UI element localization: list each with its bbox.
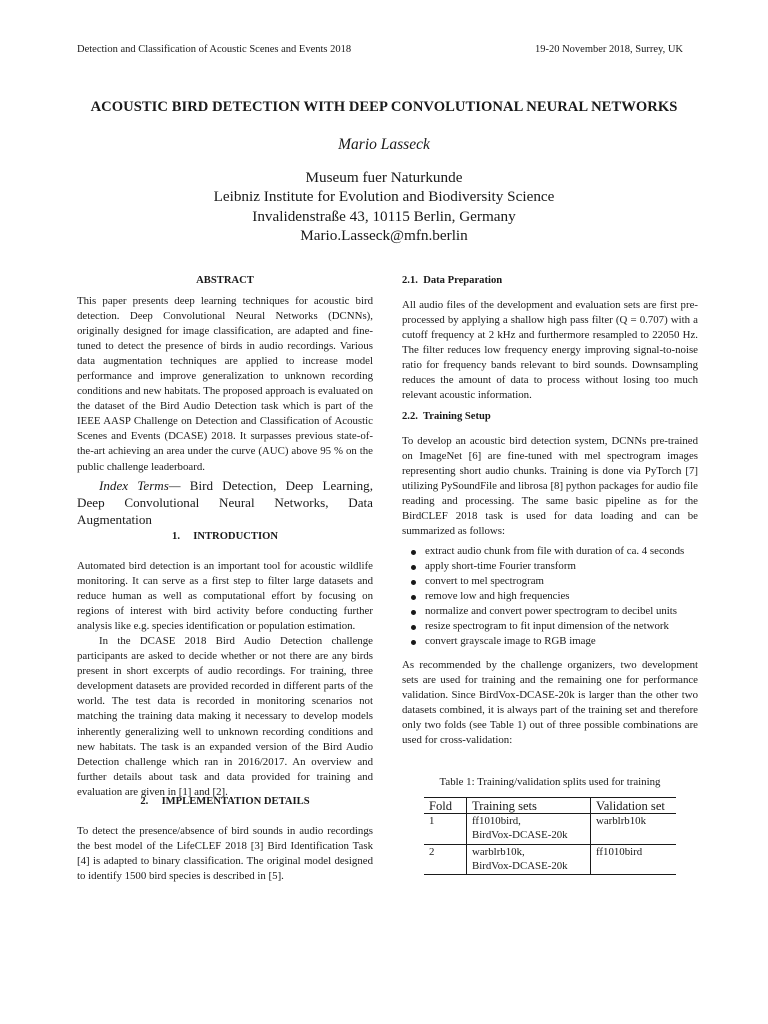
- intro-paragraph-1: Automated bird detection is an important tool for acoustic wildlife monitoring. It can serve as a first step to filter large datasets and reduce human as well as computational effort by focusing on regions of interest with bird activity before conducting further analysis like e.g. species identification or population estimation.: [77, 560, 373, 633]
- folds-paragraph-block: [402, 658, 698, 748]
- training-body: [402, 434, 698, 539]
- folds-paragraph: As recommended by the challenge organizers, two development sets are used for training and the remaining one for performance validation. Since BirdVox-DCASE-20k is larger than the other two datasets combined, it is always part of the training set and therefore only two folds (see Table 1) out of three possible combinations are used for cross-validation:: [402, 659, 698, 747]
- table-row: [424, 814, 676, 844]
- subsection-heading: 2.2. Training Setup: [402, 411, 491, 422]
- list-item-text: resize spectrogram to fit input dimension of the network: [425, 620, 669, 633]
- list-item-text: convert to mel spectrogram: [425, 575, 544, 588]
- header-date-location: 19-20 November 2018, Surrey, UK: [534, 44, 683, 55]
- training-heading: [402, 409, 698, 424]
- splits-table: [424, 797, 676, 875]
- column-header: Fold: [424, 798, 467, 814]
- affiliation-line: Museum fuer Naturkunde: [305, 169, 463, 186]
- table-caption: Table 1: Training/validation splits used for training: [439, 776, 661, 788]
- data-prep-body: [402, 298, 698, 403]
- training-set-name: ff1010bird,: [472, 815, 521, 828]
- index-terms: [77, 478, 373, 528]
- splits-table-wrap: [424, 797, 676, 875]
- list-item: [402, 589, 698, 604]
- list-item: [402, 619, 698, 634]
- affiliation-block: [0, 168, 768, 245]
- table-row: [424, 844, 676, 874]
- implementation-body: [77, 824, 373, 884]
- affiliation-line: Leibniz Institute for Evolution and Biodiversity Science: [213, 188, 555, 206]
- table-caption-block: [402, 775, 698, 790]
- introduction-body: [77, 559, 373, 800]
- bullet-list: [402, 544, 698, 649]
- list-item-text: convert grayscale image to RGB image: [425, 635, 596, 648]
- bullet-icon: [411, 550, 416, 555]
- running-header: [77, 44, 683, 60]
- section-heading: 2. IMPLEMENTATION DETAILS: [140, 796, 310, 807]
- validation-set-cell: warblrb10k: [591, 814, 677, 844]
- subsection-heading: 2.1. Data Preparation: [402, 275, 503, 286]
- affiliation-line: Invalidenstraße 43, 10115 Berlin, Germany: [252, 207, 516, 225]
- column-header: Training sets: [467, 798, 591, 814]
- list-item-text: extract audio chunk from file with duration of ca. 4 seconds: [425, 545, 685, 557]
- bullet-icon: [411, 595, 416, 600]
- list-item: [402, 559, 698, 574]
- list-item: [402, 634, 698, 649]
- introduction-heading: [77, 529, 373, 544]
- author-email: Mario.Lasseck@mfn.berlin: [300, 226, 468, 244]
- data-prep-heading: [402, 273, 698, 288]
- bullet-icon: [411, 640, 416, 645]
- training-sets-cell: [467, 844, 591, 874]
- index-terms-list: Bird Detection, Deep Learning, Deep Convolutional Neural Networks, Data Augmentation: [77, 478, 373, 527]
- paper-title: ACOUSTIC BIRD DETECTION WITH DEEP CONVOLUTIONAL NEURAL NETWORKS: [90, 99, 678, 115]
- list-item-text: apply short-time Fourier transform: [425, 560, 576, 573]
- header-conference: Detection and Classification of Acoustic Scenes and Events 2018: [77, 44, 352, 55]
- training-set-name: BirdVox-DCASE-20k: [472, 859, 568, 872]
- list-item-text: normalize and convert power spectrogram to decibel units: [425, 605, 678, 618]
- list-item-text: remove low and high frequencies: [425, 590, 570, 603]
- bullet-icon: [411, 610, 416, 615]
- intro-paragraph-2: In the DCASE 2018 Bird Audio Detection challenge participants are asked to decide whether or not there are any birds present in short excerpts of audio recordings. For training, three development datasets are provided recorded in different parts of the world. The test data is recorded in monitoring scenarios not matching the training data making it necessary to develop models inherently generalizing well to unknown recording conditions and new habitats. The task is an expanded version of the Bird Audio Detection challenge which ran in 2016/2017. An overview and further details about task and data provided for training and evaluation are given in [1] and [2].: [77, 635, 373, 798]
- implementation-paragraph: To detect the presence/absence of bird sounds in audio recordings the best model of the LifeCLEF 2018 [3] Bird Identification Task [4] is adapted to binary classification. The original model designed to identify 1500 bird species is described in [5].: [77, 825, 373, 883]
- list-item: [402, 544, 698, 559]
- abstract-text: This paper presents deep learning techniques for acoustic bird detection. Deep Convolutional Neural Networks (DCNNs), originally designed for image classification, are adapted and fine-tuned to detect the presence of birds in audio recordings. Various data augmentation techniques are applied to increase model performance and improve generalization to unknown recording conditions and new habitats. The proposed approach is evaluated on the dataset of the Bird Audio Detection task which is part of the IEEE AASP Challenge on Detection and Classification of Acoustic Scenes and Events (DCASE) 2018. It surpasses previous state-of-the-art achieving an area under the curve (AUC) above 95 % on the public challenge leaderboard.: [77, 295, 373, 473]
- column-header: Validation set: [591, 798, 677, 814]
- training-set-name: BirdVox-DCASE-20k: [472, 829, 568, 842]
- validation-set-cell: ff1010bird: [591, 844, 677, 874]
- implementation-heading: [77, 794, 373, 809]
- training-set-name: warblrb10k,: [472, 845, 525, 858]
- section-heading: 1. INTRODUCTION: [172, 531, 278, 542]
- bullet-icon: [411, 565, 416, 570]
- list-item: [402, 574, 698, 589]
- index-terms-label: Index Terms—: [99, 478, 181, 493]
- bullet-icon: [411, 580, 416, 585]
- fold-cell: 1: [424, 814, 467, 844]
- author-name: Mario Lasseck: [338, 136, 430, 153]
- list-item: [402, 604, 698, 619]
- pipeline-list: [402, 544, 698, 649]
- training-sets-cell: [467, 814, 591, 844]
- bullet-icon: [411, 625, 416, 630]
- data-prep-paragraph: All audio files of the development and evaluation sets are first pre-processed by applying a shallow high pass filter (Q = 0.707) with a cutoff frequency at 2 kHz and furthermore resampled to 22050 Hz. The filter reduces low frequency energy improving signal-to-noise ratio for frequency bands relevant to bird sounds. Downsampling reduces the amount of data to process without losing too much relevant acoustic information.: [402, 299, 698, 402]
- abstract-heading: [77, 273, 373, 288]
- section-heading: ABSTRACT: [196, 275, 254, 286]
- index-terms-text: [77, 478, 373, 528]
- training-paragraph: To develop an acoustic bird detection system, DCNNs pre-trained on ImageNet [6] are fine-tuned with mel spectrogram images representing short audio chunks. Training is done via PyTorch [7] utilizing PySoundFile and librosa [8] python packages for audio file reading and processing. The same basic pipeline as for the BirdCLEF 2018 task is used for data loading and can be summarized as follows:: [402, 435, 698, 538]
- abstract-body: [77, 294, 373, 475]
- table-header-row: [424, 798, 676, 814]
- fold-cell: 2: [424, 844, 467, 874]
